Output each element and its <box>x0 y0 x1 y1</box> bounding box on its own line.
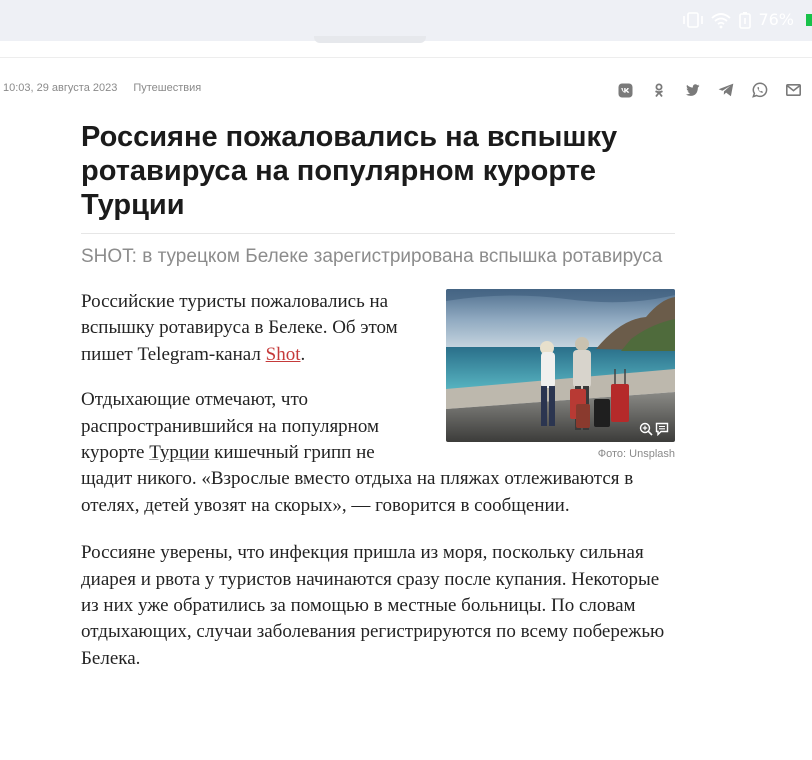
title-divider <box>81 233 675 234</box>
share-bar <box>609 81 810 99</box>
wifi-icon <box>710 11 732 29</box>
share-telegram-button[interactable] <box>710 81 744 99</box>
status-icons <box>682 10 794 29</box>
paragraph-1-text: Российские туристы пожаловались на вспышку ротавируса в Белеке. Об этом пишет Telegram-канал <box>81 291 398 365</box>
paragraph-1-end: . <box>300 343 306 365</box>
article-figure <box>446 289 675 460</box>
beach-photo-image <box>446 289 675 442</box>
telegram-icon <box>718 83 734 97</box>
top-handle <box>314 36 426 43</box>
article-title: Россияне пожаловались на вспышку ротавируса на популярном курорте Турции <box>81 121 618 221</box>
battery-level-indicator <box>806 14 812 26</box>
whatsapp-icon <box>752 82 768 98</box>
paragraph-3: Россияне уверены, что инфекция пришла из моря, поскольку сильная диарея и рвота у туристов начинаются сразу после купания. Некоторые из них уже обратились за помощью в местные больницы. По словам отдыхающих, случаи заболевания регистрируются по всему побережью Белека. <box>81 542 665 669</box>
mail-icon <box>786 84 801 96</box>
share-vk-button[interactable] <box>609 81 643 99</box>
shot-link[interactable]: Shot <box>265 343 301 365</box>
twitter-icon <box>685 84 700 97</box>
article-content <box>81 120 675 672</box>
battery-saver-icon <box>738 11 752 29</box>
vk-icon <box>618 83 633 98</box>
article-subtitle: SHOT: в турецком Белеке зарегистрирована вспышка ротавируса <box>81 246 663 267</box>
share-whatsapp-button[interactable] <box>743 81 777 99</box>
article-datetime: 10:03, 29 августа 2023 <box>3 82 118 94</box>
comment-icon[interactable] <box>655 422 669 436</box>
odnoklassniki-icon <box>653 83 665 98</box>
photo-tools <box>639 422 669 436</box>
article-meta <box>3 82 201 94</box>
status-bar <box>0 0 812 41</box>
header-divider <box>0 57 812 58</box>
article-category-link[interactable]: Путешествия <box>133 82 202 94</box>
paragraph-2-text-before: Отдыхающие отмечают, что распространившийся на популярном курорте <box>81 389 380 464</box>
share-email-button[interactable] <box>777 81 811 99</box>
share-ok-button[interactable] <box>643 81 677 99</box>
share-twitter-button[interactable] <box>676 81 710 99</box>
article-photo[interactable] <box>446 289 675 442</box>
zoom-in-icon[interactable] <box>639 422 653 436</box>
turkey-link[interactable]: Турции <box>149 442 210 464</box>
paragraph-2-text-after: кишечный грипп не щадит никого. «Взрослые вместо отдыха на пляжах отлеживаются в отелях, детей увозят на скорых», — говорится в сообщении. <box>81 442 634 516</box>
battery-percentage: 76% <box>758 10 794 29</box>
vibrate-icon <box>682 11 704 29</box>
photo-caption: Фото: Unsplash <box>597 448 675 460</box>
